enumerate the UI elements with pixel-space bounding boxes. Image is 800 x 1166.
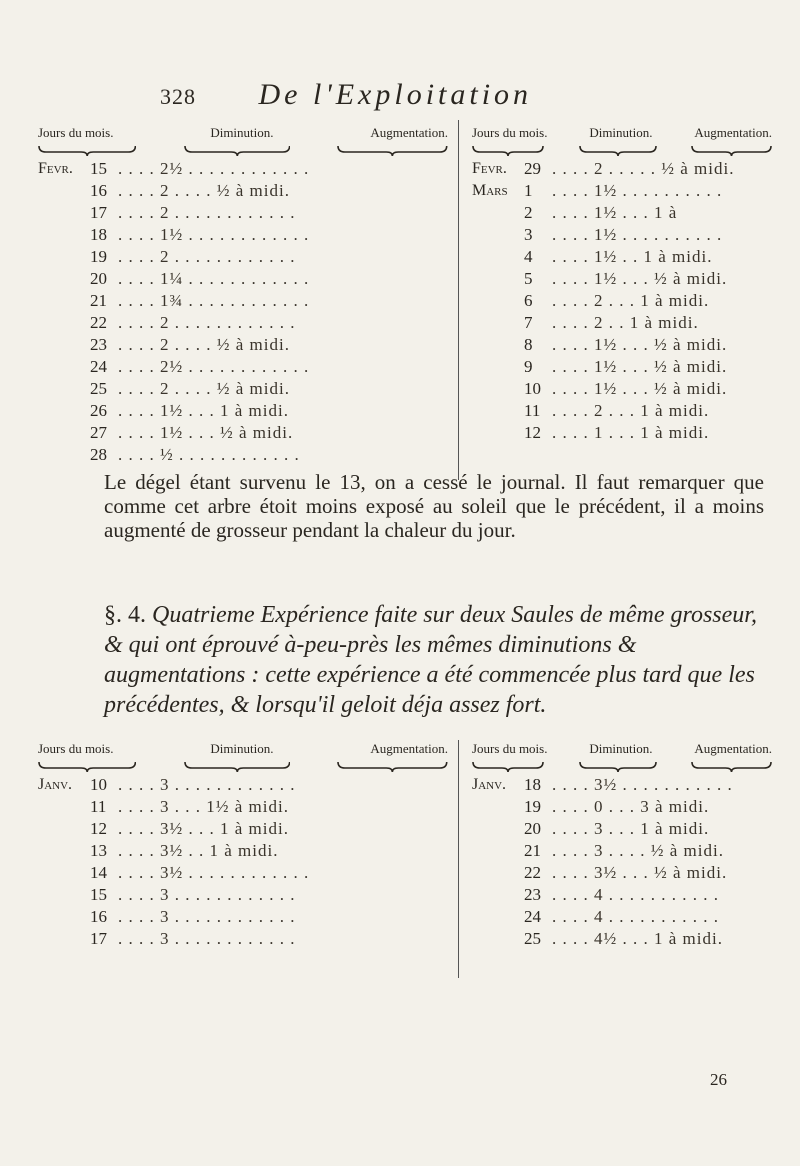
col-jours: Jours du mois.	[38, 741, 114, 756]
month-label	[472, 818, 524, 840]
month-label	[38, 444, 90, 466]
month-label	[472, 840, 524, 862]
day-number: 17	[90, 929, 107, 948]
day-number: 15	[90, 159, 107, 178]
row-values: . . . . 1½ . . . 1 à midi.	[118, 401, 289, 420]
month-label	[38, 224, 90, 246]
row-values: . . . . 2 . . . 1 à midi.	[552, 291, 710, 310]
day-number: 5	[524, 269, 533, 288]
day-number: 25	[90, 379, 107, 398]
row-values: . . . . 2 . . . . . . . . . . . .	[118, 203, 296, 222]
col-jours: Jours du mois.	[472, 741, 548, 756]
row-values: . . . . 2½ . . . . . . . . . . . .	[118, 159, 310, 178]
row-values: . . . . 3 . . . 1½ à midi.	[118, 797, 289, 816]
table-row	[472, 356, 772, 378]
running-title: De l'Exploitation	[258, 78, 533, 111]
row-values: . . . . 2 . . . . . ½ à midi.	[552, 159, 735, 178]
col-diminution: Diminution.	[210, 125, 274, 140]
table-row	[472, 422, 772, 444]
table-january-a	[38, 738, 448, 950]
row-values: . . . . 0 . . . 3 à midi.	[552, 797, 710, 816]
col-augmentation: Augmentation.	[370, 125, 448, 140]
row-values: . . . . 2 . . . . . . . . . . . .	[118, 247, 296, 266]
row-values: . . . . 2 . . . . ½ à midi.	[118, 181, 290, 200]
header-braces	[472, 760, 772, 772]
day-number: 21	[90, 291, 107, 310]
day-number: 14	[90, 863, 107, 882]
row-values: . . . . 3½ . . . . . . . . . . .	[552, 775, 733, 794]
table-row	[472, 928, 772, 950]
table-row	[472, 334, 772, 356]
row-values: . . . . 1¾ . . . . . . . . . . . .	[118, 291, 310, 310]
month-label	[38, 928, 90, 950]
month-label: Fevr.	[472, 160, 507, 177]
row-values: . . . . 3 . . . . . . . . . . . .	[118, 929, 296, 948]
month-label	[38, 246, 90, 268]
table-row	[38, 246, 448, 268]
table-row	[472, 290, 772, 312]
table-row	[38, 840, 448, 862]
day-number: 2	[524, 203, 533, 222]
row-values: . . . . 4½ . . . 1 à midi.	[552, 929, 723, 948]
day-number: 1	[524, 181, 533, 200]
row-values: . . . . 3 . . . . . . . . . . . .	[118, 885, 296, 904]
row-values: . . . . 1½ . . . ½ à midi.	[552, 269, 728, 288]
day-number: 11	[90, 797, 107, 816]
page-header	[160, 78, 680, 112]
row-values: . . . . 3 . . . . ½ à midi.	[552, 841, 724, 860]
table-row	[472, 268, 772, 290]
table-row	[38, 356, 448, 378]
month-label	[38, 268, 90, 290]
month-label	[38, 906, 90, 928]
section-number: §. 4.	[104, 602, 146, 628]
month-label	[38, 202, 90, 224]
day-number: 16	[90, 907, 107, 926]
month-label	[472, 334, 524, 356]
brace-glyph	[691, 760, 772, 772]
month-label	[38, 884, 90, 906]
brace-glyph	[472, 144, 544, 156]
day-number: 4	[524, 247, 533, 266]
page-number: 328	[160, 84, 196, 109]
table-row	[472, 774, 772, 796]
month-label	[472, 356, 524, 378]
header-braces	[38, 144, 448, 156]
brace-glyph	[38, 144, 136, 156]
brace-glyph	[337, 760, 448, 772]
row-values: . . . . ½ . . . . . . . . . . . .	[118, 445, 300, 464]
day-number: 7	[524, 313, 533, 332]
row-values: . . . . 1½ . . . 1 à	[552, 203, 678, 222]
day-number: 19	[90, 247, 107, 266]
row-values: . . . . 2 . . . . ½ à midi.	[118, 379, 290, 398]
table-row	[38, 378, 448, 400]
month-label	[472, 796, 524, 818]
column-divider	[458, 120, 459, 480]
day-number: 23	[524, 885, 541, 904]
column-headers	[38, 122, 448, 144]
brace-glyph	[184, 144, 291, 156]
col-augmentation: Augmentation.	[370, 741, 448, 756]
table-january-b	[472, 738, 772, 950]
column-headers	[472, 122, 772, 144]
table-row	[472, 312, 772, 334]
body-paragraph: Le dégel étant survenu le 13, on a cessé le journal. Il faut remarquer que comme cet arbre étoit moins exposé au soleil que le précédent, il a moins augmenté de grosseur pendant la chaleur du jour.	[104, 470, 764, 542]
day-number: 17	[90, 203, 107, 222]
table-row	[472, 796, 772, 818]
column-headers	[472, 738, 772, 760]
day-number: 22	[90, 313, 107, 332]
month-label: Fevr.	[38, 160, 73, 177]
row-values: . . . . 1½ . . . ½ à midi.	[552, 335, 728, 354]
month-label	[38, 356, 90, 378]
day-number: 25	[524, 929, 541, 948]
col-jours: Jours du mois.	[38, 125, 114, 140]
month-label: Janv.	[38, 776, 73, 793]
col-jours: Jours du mois.	[472, 125, 548, 140]
month-label	[472, 862, 524, 884]
table-row	[38, 334, 448, 356]
table-row	[472, 224, 772, 246]
month-label	[38, 334, 90, 356]
table-row	[38, 774, 448, 796]
row-values: . . . . 1½ . . . . . . . . . . . .	[118, 225, 310, 244]
col-augmentation: Augmentation.	[694, 741, 772, 756]
month-label	[472, 224, 524, 246]
row-values: . . . . 1 . . . 1 à midi.	[552, 423, 710, 442]
month-label	[472, 290, 524, 312]
day-number: 20	[524, 819, 541, 838]
month-label	[38, 400, 90, 422]
brace-glyph	[472, 760, 544, 772]
row-values: . . . . 3½ . . . ½ à midi.	[552, 863, 728, 882]
month-label	[38, 312, 90, 334]
day-number: 3	[524, 225, 533, 244]
day-number: 23	[90, 335, 107, 354]
month-label	[472, 268, 524, 290]
row-values: . . . . 2 . . . 1 à midi.	[552, 401, 710, 420]
day-number: 18	[524, 775, 541, 794]
row-values: . . . . 3 . . . 1 à midi.	[552, 819, 710, 838]
day-number: 11	[524, 401, 541, 420]
day-number: 22	[524, 863, 541, 882]
row-values: . . . . 1½ . . . . . . . . . .	[552, 181, 723, 200]
table-row	[38, 224, 448, 246]
month-label: Janv.	[472, 776, 507, 793]
row-values: . . . . 3½ . . . 1 à midi.	[118, 819, 289, 838]
day-number: 12	[90, 819, 107, 838]
table-row	[472, 180, 772, 202]
row-values: . . . . 2 . . 1 à midi.	[552, 313, 699, 332]
day-number: 10	[524, 379, 541, 398]
col-diminution: Diminution.	[210, 741, 274, 756]
row-values: . . . . 3½ . . . . . . . . . . . .	[118, 863, 310, 882]
month-label	[38, 818, 90, 840]
catchword: 26	[710, 1070, 727, 1089]
day-number: 26	[90, 401, 107, 420]
table-row	[472, 202, 772, 224]
brace-glyph	[337, 144, 448, 156]
month-label	[38, 862, 90, 884]
month-label	[472, 906, 524, 928]
day-number: 24	[524, 907, 541, 926]
table-row	[38, 884, 448, 906]
table-row	[38, 444, 448, 466]
month-label	[472, 202, 524, 224]
header-braces	[472, 144, 772, 156]
table-row	[472, 862, 772, 884]
header-braces	[38, 760, 448, 772]
row-values: . . . . 3 . . . . . . . . . . . .	[118, 907, 296, 926]
table-row	[38, 290, 448, 312]
row-values: . . . . 4 . . . . . . . . . . .	[552, 885, 719, 904]
day-number: 6	[524, 291, 533, 310]
day-number: 12	[524, 423, 541, 442]
table-row	[38, 180, 448, 202]
table-row	[38, 312, 448, 334]
table-row	[38, 158, 448, 180]
day-number: 10	[90, 775, 107, 794]
row-values: . . . . 1½ . . 1 à midi.	[552, 247, 713, 266]
row-values: . . . . 1½ . . . ½ à midi.	[552, 357, 728, 376]
day-number: 9	[524, 357, 533, 376]
table-row	[472, 884, 772, 906]
table-row	[38, 928, 448, 950]
month-label	[38, 422, 90, 444]
brace-glyph	[38, 760, 136, 772]
table-row	[472, 400, 772, 422]
row-values: . . . . 3½ . . 1 à midi.	[118, 841, 279, 860]
row-values: . . . . 1½ . . . . . . . . . .	[552, 225, 723, 244]
day-number: 16	[90, 181, 107, 200]
day-number: 21	[524, 841, 541, 860]
brace-glyph	[691, 144, 772, 156]
month-label	[472, 928, 524, 950]
row-values: . . . . 3 . . . . . . . . . . . .	[118, 775, 296, 794]
table-row	[472, 158, 772, 180]
col-diminution: Diminution.	[589, 741, 653, 756]
table-row	[38, 906, 448, 928]
month-label: Mars	[472, 182, 508, 199]
row-values: . . . . 2 . . . . . . . . . . . .	[118, 313, 296, 332]
col-augmentation: Augmentation.	[694, 125, 772, 140]
table-row	[38, 796, 448, 818]
day-number: 27	[90, 423, 107, 442]
row-values: . . . . 2½ . . . . . . . . . . . .	[118, 357, 310, 376]
table-row	[472, 906, 772, 928]
table-row	[38, 202, 448, 224]
day-number: 19	[524, 797, 541, 816]
day-number: 20	[90, 269, 107, 288]
brace-glyph	[184, 760, 291, 772]
column-divider	[458, 740, 459, 978]
table-row	[38, 862, 448, 884]
table-row	[472, 840, 772, 862]
brace-glyph	[579, 760, 657, 772]
table-row	[472, 246, 772, 268]
row-values: . . . . 1½ . . . ½ à midi.	[552, 379, 728, 398]
table-row	[38, 818, 448, 840]
day-number: 15	[90, 885, 107, 904]
col-diminution: Diminution.	[589, 125, 653, 140]
month-label	[38, 840, 90, 862]
month-label	[472, 312, 524, 334]
day-number: 18	[90, 225, 107, 244]
month-label	[472, 884, 524, 906]
row-values: . . . . 2 . . . . ½ à midi.	[118, 335, 290, 354]
row-values: . . . . 1½ . . . ½ à midi.	[118, 423, 294, 442]
day-number: 24	[90, 357, 107, 376]
day-number: 13	[90, 841, 107, 860]
day-number: 8	[524, 335, 533, 354]
month-label	[472, 422, 524, 444]
table-row	[38, 422, 448, 444]
month-label	[472, 378, 524, 400]
month-label	[38, 796, 90, 818]
table-february-march	[472, 122, 772, 444]
row-values: . . . . 1¼ . . . . . . . . . . . .	[118, 269, 310, 288]
month-label	[38, 290, 90, 312]
brace-glyph	[579, 144, 657, 156]
table-row	[38, 400, 448, 422]
table-row	[38, 268, 448, 290]
month-label	[38, 180, 90, 202]
table-row	[472, 818, 772, 840]
day-number: 29	[524, 159, 541, 178]
row-values: . . . . 4 . . . . . . . . . . .	[552, 907, 719, 926]
day-number: 28	[90, 445, 107, 464]
section-text: Quatrieme Expérience faite sur deux Saules de même grosseur, & qui ont éprouvé à-peu-près les mêmes diminutions & augmentations : cette expérience a été commencée plus tard que les précédentes, & lorsqu'il geloit déja assez fort.	[104, 602, 757, 718]
month-label	[472, 246, 524, 268]
column-headers	[38, 738, 448, 760]
month-label	[38, 378, 90, 400]
section-heading	[104, 600, 764, 720]
table-february	[38, 122, 448, 466]
table-row	[472, 378, 772, 400]
month-label	[472, 400, 524, 422]
